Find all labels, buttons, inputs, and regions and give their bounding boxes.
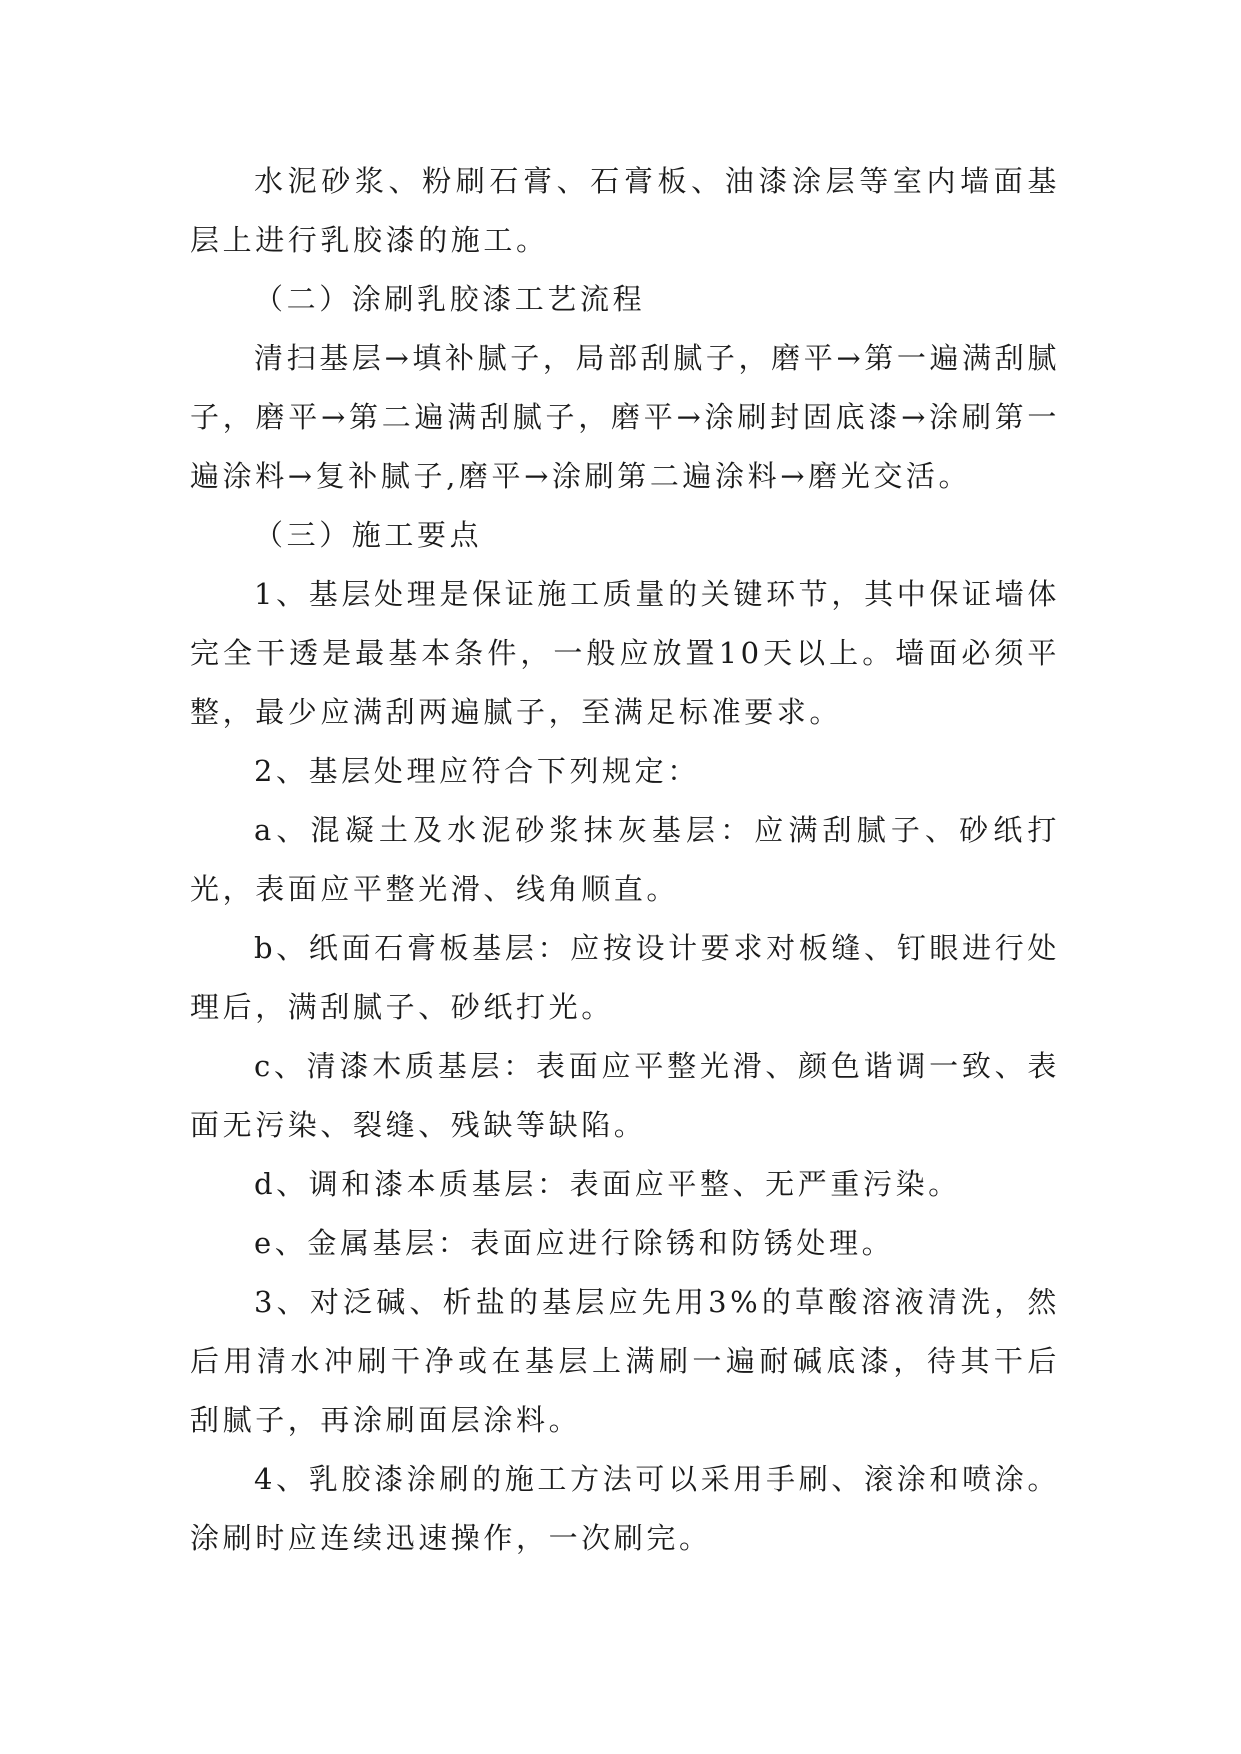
- paragraph-point-1: 1、基层处理是保证施工质量的关键环节，其中保证墙体完全干透是最基本条件，一般应放置10天以上。墙面必须平整，最少应满刮两遍腻子，至满足标准要求。: [190, 577, 1060, 729]
- document-page: [190, 152, 1060, 1568]
- paragraph-point-4: 4、乳胶漆涂刷的施工方法可以采用手刷、滚涂和喷涂。涂刷时应连续迅速操作，一次刷完。: [190, 1462, 1060, 1555]
- section-heading-key-points: （三）施工要点: [254, 518, 483, 552]
- paragraph-point-2b: b、纸面石膏板基层：应按设计要求对板缝、钉眼进行处理后，满刮腻子、砂纸打光。: [190, 931, 1060, 1024]
- paragraph-intro: 水泥砂浆、粉刷石膏、石膏板、油漆涂层等室内墙面基层上进行乳胶漆的施工。: [190, 164, 1060, 257]
- paragraph-point-2a: a、混凝土及水泥砂浆抹灰基层：应满刮腻子、砂纸打光，表面应平整光滑、线角顺直。: [190, 813, 1060, 906]
- paragraph-point-2e: e、金属基层：表面应进行除锈和防锈处理。: [254, 1226, 895, 1260]
- paragraph-process-flow: 清扫基层→填补腻子，局部刮腻子，磨平→第一遍满刮腻子，磨平→第二遍满刮腻子，磨平→涂刷封固底漆→涂刷第一遍涂料→复补腻子,磨平→涂刷第二遍涂料→磨光交活。: [190, 341, 1060, 493]
- section-heading-process: （二）涂刷乳胶漆工艺流程: [254, 282, 646, 316]
- paragraph-point-2d: d、调和漆本质基层：表面应平整、无严重污染。: [254, 1167, 961, 1201]
- paragraph-point-2c: c、清漆木质基层：表面应平整光滑、颜色谐调一致、表面无污染、裂缝、残缺等缺陷。: [190, 1049, 1060, 1142]
- paragraph-point-2: 2、基层处理应符合下列规定：: [254, 754, 700, 788]
- paragraph-point-3: 3、对泛碱、析盐的基层应先用3%的草酸溶液清洗，然后用清水冲刷干净或在基层上满刷一遍耐碱底漆，待其干后刮腻子，再涂刷面层涂料。: [190, 1285, 1060, 1437]
